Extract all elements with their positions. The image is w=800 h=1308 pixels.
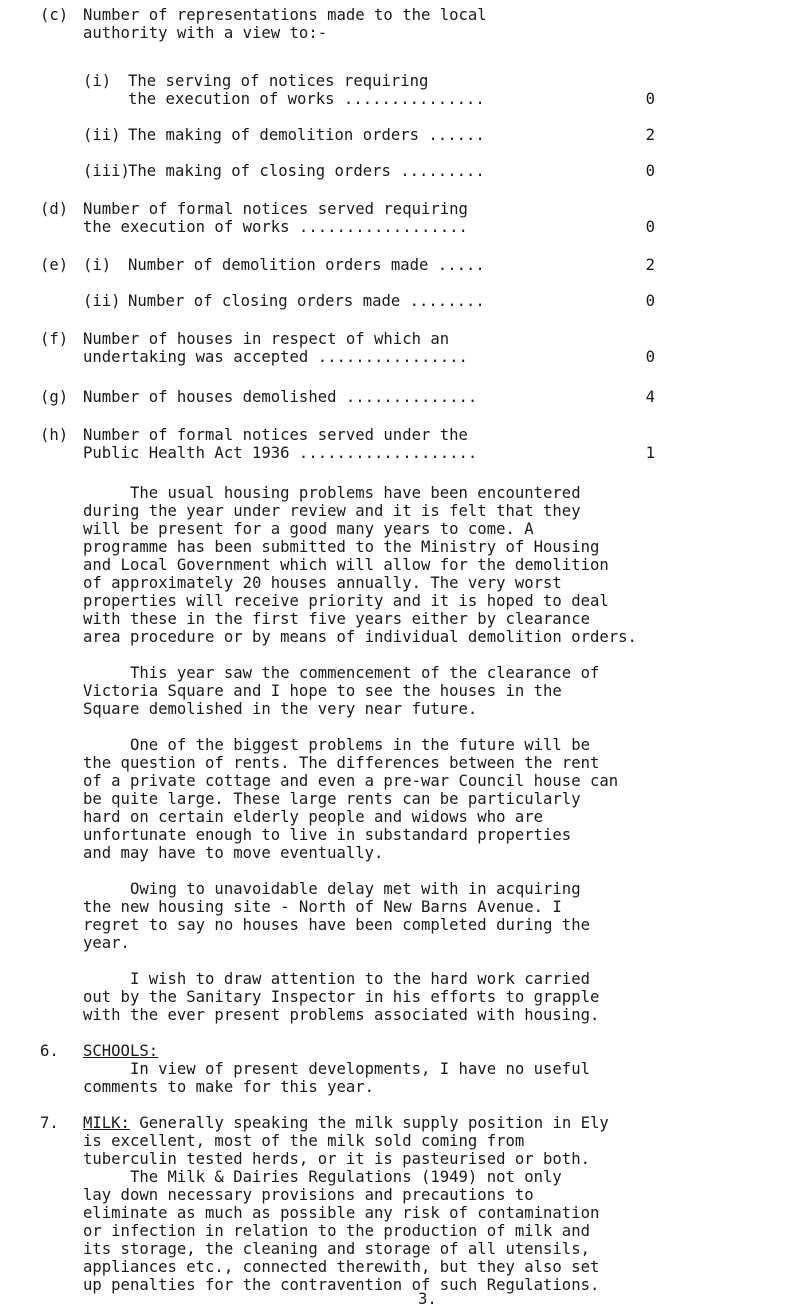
item-c-iii-label: (iii): [83, 162, 130, 180]
item-c-line1: Number of representations made to the local: [83, 6, 487, 24]
paragraph-line: and Local Government which will allow for the demolition: [83, 556, 609, 574]
paragraph-line: up penalties for the contravention of such Regulations.: [83, 1276, 600, 1294]
paragraph-line: lay down necessary provisions and precautions to: [83, 1186, 534, 1204]
item-c-iii-line1: The making of closing orders .........: [128, 162, 485, 180]
paragraph-line: properties will receive priority and it is hoped to deal: [83, 592, 609, 610]
paragraph-line: the question of rents. The differences between the rent: [83, 754, 600, 772]
item-c-ii-line1: The making of demolition orders ......: [128, 126, 485, 144]
item-d-label: (d): [40, 200, 69, 218]
paragraph-line: of approximately 20 houses annually. The very worst: [83, 574, 562, 592]
item-f-value: 0: [645, 348, 655, 366]
item-f-line1: Number of houses in respect of which an: [83, 330, 450, 348]
item-d-line2: the execution of works ..................: [83, 218, 468, 236]
section-number: 7.: [40, 1114, 59, 1132]
item-c-i-line2: the execution of works ...............: [128, 90, 485, 108]
item-c-ii-value: 2: [645, 126, 655, 144]
paragraph-line: be quite large. These large rents can be particularly: [83, 790, 581, 808]
paragraph-line: with these in the first five years either by clearance: [83, 610, 590, 628]
item-e-i-line1: Number of demolition orders made .....: [128, 256, 485, 274]
paragraph-line: and may have to move eventually.: [83, 844, 384, 862]
item-f-line2: undertaking was accepted ................: [83, 348, 468, 366]
item-c-i-label: (i): [83, 72, 112, 90]
paragraph-line: out by the Sanitary Inspector in his efforts to grapple: [83, 988, 600, 1006]
paragraph-line: Victoria Square and I hope to see the houses in the: [83, 682, 562, 700]
paragraph-line: One of the biggest problems in the future will be: [83, 736, 590, 754]
paragraph-line: Square demolished in the very near future.: [83, 700, 478, 718]
paragraph-line: its storage, the cleaning and storage of all utensils,: [83, 1240, 590, 1258]
paragraph-line: Generally speaking the milk supply position in Ely: [130, 1114, 609, 1132]
item-h-line2: Public Health Act 1936 ...................: [83, 444, 478, 462]
item-e-ii-label: (ii): [83, 292, 121, 310]
paragraph-line: appliances etc., connected therewith, but they also set: [83, 1258, 600, 1276]
paragraph-line: eliminate as much as possible any risk of contamination: [83, 1204, 600, 1222]
item-c-ii-label: (ii): [83, 126, 121, 144]
item-e-i-value: 2: [645, 256, 655, 274]
item-f-label: (f): [40, 330, 69, 348]
paragraph-line: Owing to unavoidable delay met with in acquiring: [83, 880, 581, 898]
paragraph-line: with the ever present problems associated with housing.: [83, 1006, 600, 1024]
paragraph-line: comments to make for this year.: [83, 1078, 375, 1096]
paragraph-line: tuberculin tested herds, or it is pasteurised or both.: [83, 1150, 590, 1168]
section-heading: MILK:: [83, 1114, 130, 1132]
item-d-value: 0: [645, 218, 655, 236]
paragraph-line: The usual housing problems have been encountered: [83, 484, 581, 502]
item-g-line1: Number of houses demolished ..............: [83, 388, 478, 406]
paragraph-line: I wish to draw attention to the hard work carried: [83, 970, 590, 988]
item-h-line1: Number of formal notices served under the: [83, 426, 468, 444]
paragraph-line: programme has been submitted to the Ministry of Housing: [83, 538, 600, 556]
paragraph-line: area procedure or by means of individual demolition orders.: [83, 628, 637, 646]
item-c-i-value: 0: [645, 90, 655, 108]
paragraph-line: the new housing site - North of New Barns Avenue. I: [83, 898, 562, 916]
item-c-label: (c): [40, 6, 69, 24]
paragraph-line: In view of present developments, I have no useful: [83, 1060, 590, 1078]
paragraph-line: will be present for a good many years to come. A: [83, 520, 534, 538]
paragraph-line: regret to say no houses have been completed during the: [83, 916, 590, 934]
item-c-i-line1: The serving of notices requiring: [128, 72, 429, 90]
item-h-label: (h): [40, 426, 69, 444]
item-e-ii-line1: Number of closing orders made ........: [128, 292, 485, 310]
paragraph-line: unfortunate enough to live in substandard properties: [83, 826, 572, 844]
paragraph-line: during the year under review and it is felt that they: [83, 502, 581, 520]
item-h-value: 1: [645, 444, 655, 462]
item-e-ii-value: 0: [645, 292, 655, 310]
item-c-line2: authority with a view to:-: [83, 24, 328, 42]
paragraph-line: year.: [83, 934, 130, 952]
item-g-label: (g): [40, 388, 69, 406]
item-e-i-label: (i): [83, 256, 112, 274]
page-number: 3.: [418, 1290, 437, 1308]
paragraph-line: is excellent, most of the milk sold coming from: [83, 1132, 525, 1150]
item-d-line1: Number of formal notices served requiring: [83, 200, 468, 218]
section-heading: SCHOOLS:: [83, 1042, 159, 1060]
paragraph-line: hard on certain elderly people and widows who are: [83, 808, 544, 826]
paragraph-line: This year saw the commencement of the clearance of: [83, 664, 600, 682]
paragraph-line: or infection in relation to the production of milk and: [83, 1222, 590, 1240]
item-e-label: (e): [40, 256, 69, 274]
paragraph-line: of a private cottage and even a pre-war Council house can: [83, 772, 619, 790]
item-c-iii-value: 0: [645, 162, 655, 180]
item-g-value: 4: [645, 388, 655, 406]
section-number: 6.: [40, 1042, 59, 1060]
paragraph-line: The Milk & Dairies Regulations (1949) not only: [83, 1168, 562, 1186]
